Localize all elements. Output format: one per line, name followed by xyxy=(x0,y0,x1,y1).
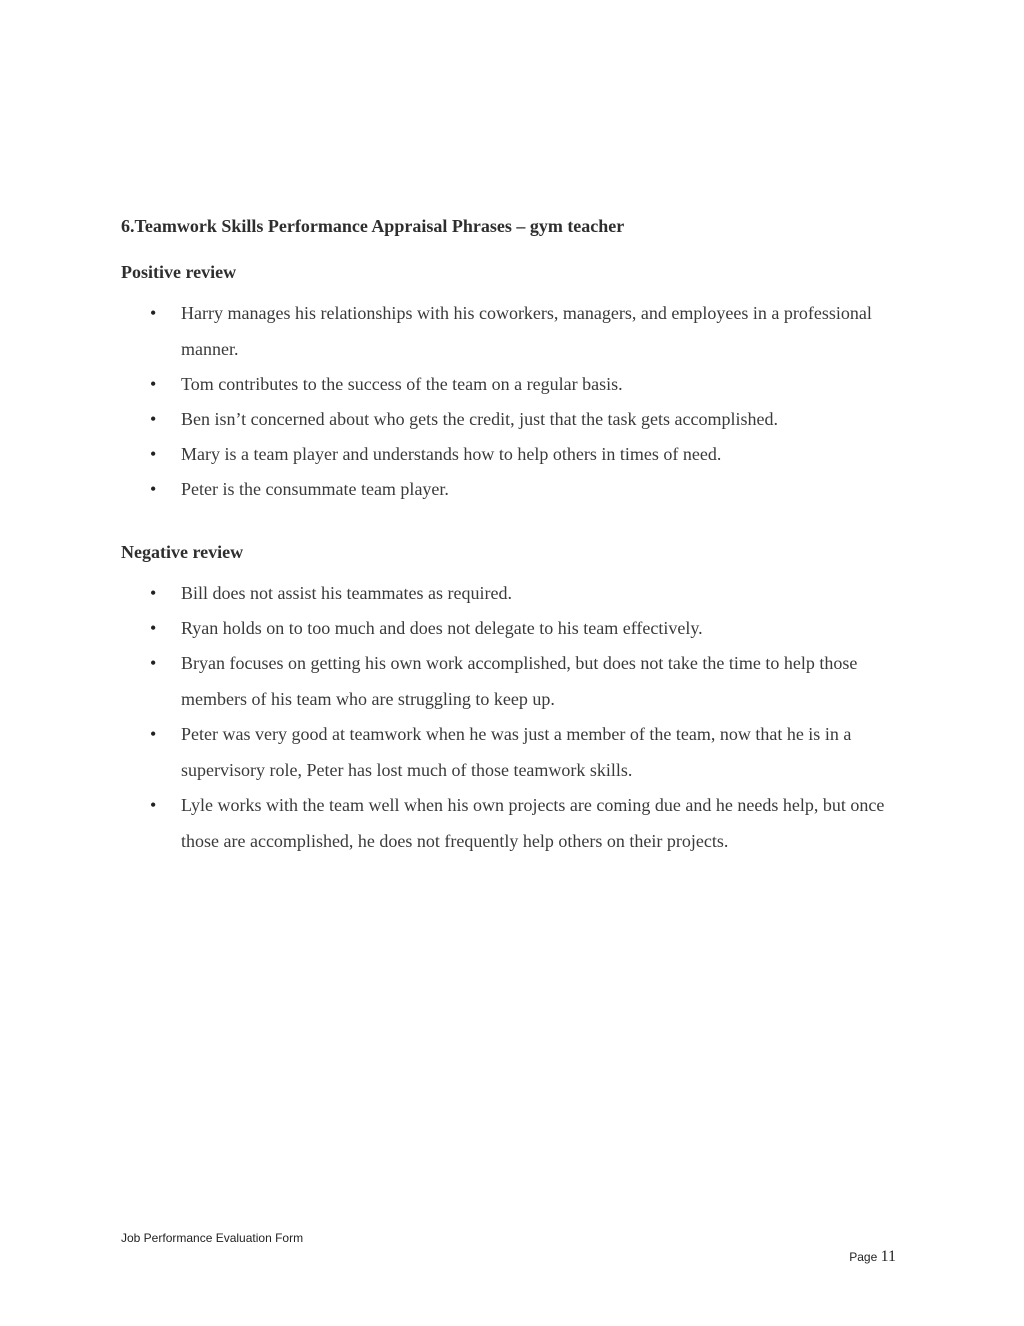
list-item xyxy=(121,787,911,859)
list-item xyxy=(121,366,911,402)
list-item-text: Tom contributes to the success of the team on a regular basis. xyxy=(181,374,623,394)
list-item xyxy=(121,471,911,507)
bullet-icon: • xyxy=(150,409,157,429)
section-title: 6.Teamwork Skills Performance Appraisal Phrases – gym teacher xyxy=(121,216,625,236)
list-item-text: Peter was very good at teamwork when he was just a member of the team, now that he is in a supervisory role, Peter has lost much of those teamwork skills. xyxy=(181,724,852,780)
bullet-icon: • xyxy=(150,303,157,323)
list-item xyxy=(121,401,911,437)
list-item-text: Lyle works with the team well when his own projects are coming due and he needs help, but once those are accomplished, he does not frequently help others on their projects. xyxy=(181,795,885,851)
negative-review-list xyxy=(121,575,911,858)
bullet-icon: • xyxy=(150,653,157,673)
list-item-text: Bill does not assist his teammates as required. xyxy=(181,583,512,603)
bullet-icon: • xyxy=(150,479,157,499)
list-item xyxy=(121,645,911,717)
bullet-icon: • xyxy=(150,444,157,464)
list-item-text: Mary is a team player and understands how to help others in times of need. xyxy=(181,444,722,464)
list-item-text: Peter is the consummate team player. xyxy=(181,479,449,499)
bullet-icon: • xyxy=(150,583,157,603)
list-item-text: Bryan focuses on getting his own work accomplished, but does not take the time to help those members of his team who are struggling to keep up. xyxy=(181,653,858,709)
negative-review-heading: Negative review xyxy=(121,542,244,562)
list-item-text: Ben isn’t concerned about who gets the credit, just that the task gets accomplished. xyxy=(181,409,779,429)
footer-form-name: Job Performance Evaluation Form xyxy=(121,1231,304,1245)
bullet-icon: • xyxy=(150,618,157,638)
footer-page-number xyxy=(849,1248,896,1266)
page-label: Page xyxy=(849,1250,878,1264)
list-item-text: Harry manages his relationships with his coworkers, managers, and employees in a professional manner. xyxy=(181,303,872,359)
positive-review-heading: Positive review xyxy=(121,262,237,282)
positive-review-list xyxy=(121,295,911,506)
list-item xyxy=(121,575,911,611)
list-item xyxy=(121,610,911,646)
bullet-icon: • xyxy=(150,795,157,815)
bullet-icon: • xyxy=(150,374,157,394)
list-item xyxy=(121,436,911,472)
list-item-text: Ryan holds on to too much and does not delegate to his team effectively. xyxy=(181,618,703,638)
list-item xyxy=(121,295,911,367)
list-item xyxy=(121,716,911,788)
page-number: 11 xyxy=(880,1248,896,1265)
bullet-icon: • xyxy=(150,724,157,744)
